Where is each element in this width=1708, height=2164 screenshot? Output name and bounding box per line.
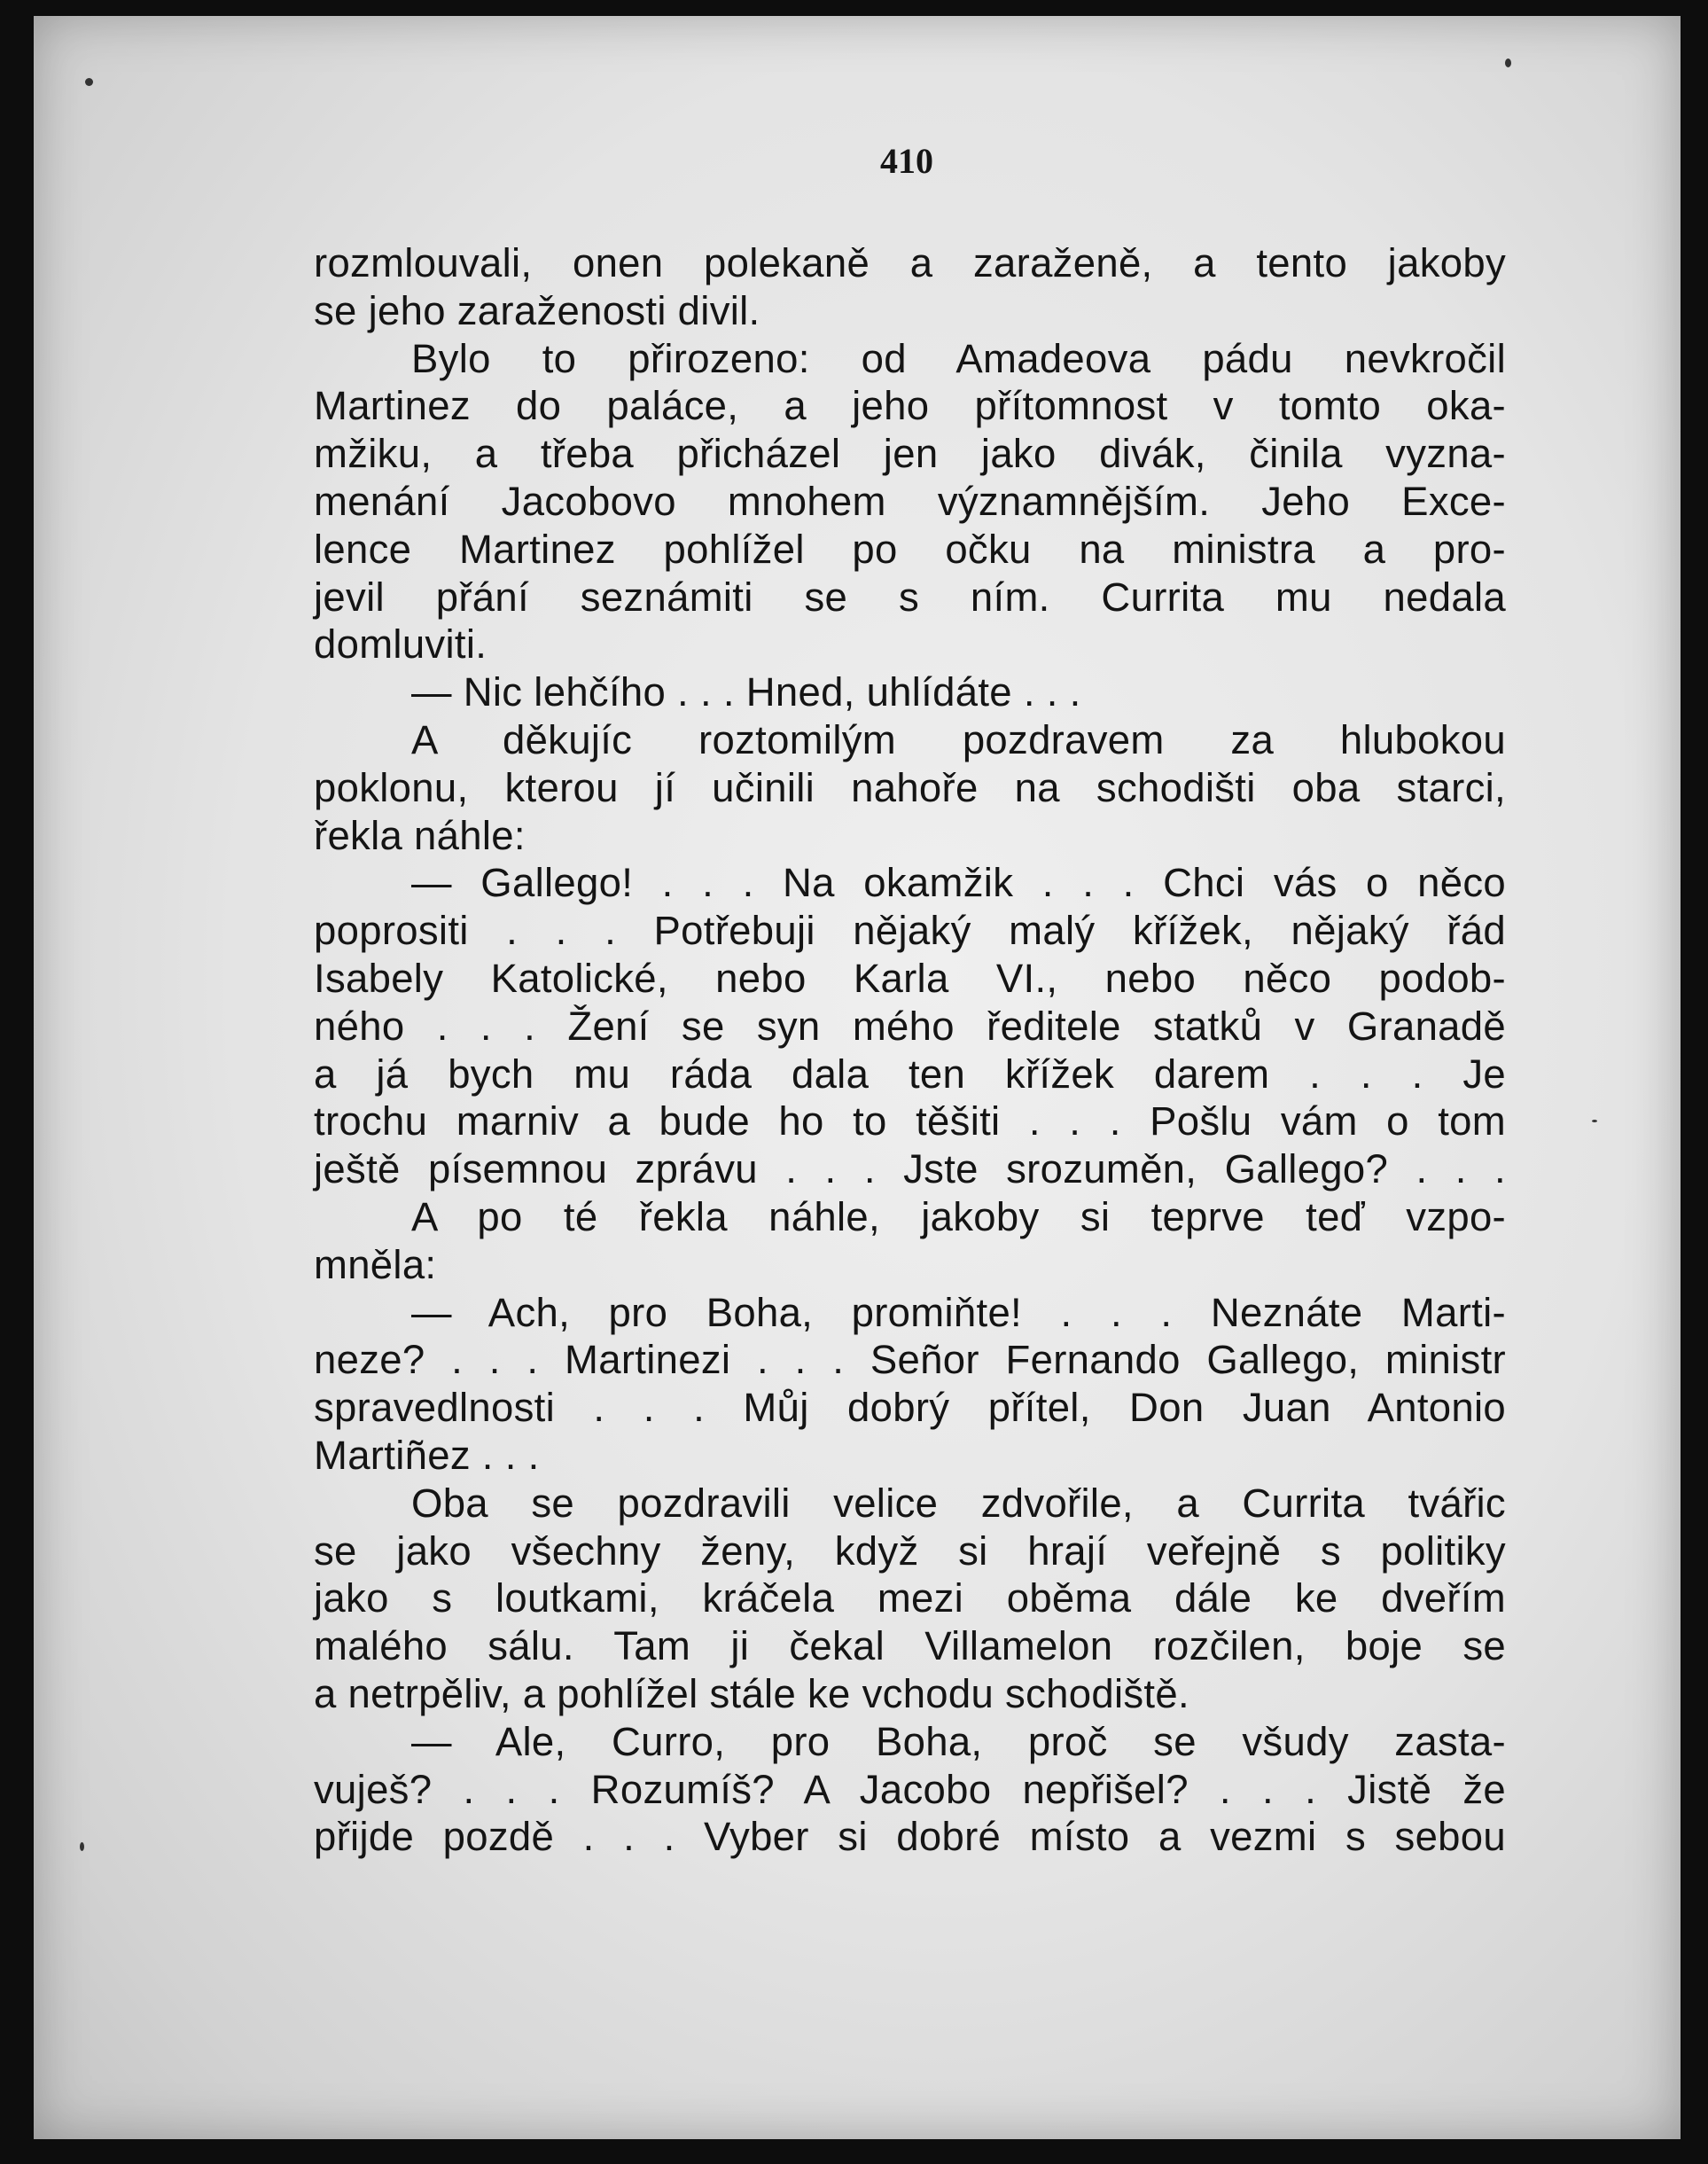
page-number: 410 — [880, 141, 933, 181]
text-line: — Ach, pro Boha, promiňte! . . . Neznáte Marti- — [411, 1289, 1506, 1335]
text-line: Martiñez . . . — [314, 1432, 540, 1478]
text-line: menání Jacobovo mnohem významnějším. Jeho Exce- — [314, 478, 1506, 524]
text-line: jevil přání seznámiti se s ním. Currita mu nedala — [314, 574, 1506, 620]
text-line: řekla náhle: — [314, 812, 526, 858]
text-line: jako s loutkami, kráčela mezi oběma dále ke dveřím — [314, 1575, 1506, 1621]
text-line: se jako všechny ženy, když si hrají veřejně s politiky — [314, 1527, 1506, 1574]
text-line: Bylo to přirozeno: od Amadeova pádu nevkročil — [411, 335, 1506, 381]
text-line: ného . . . Žení se syn mého ředitele statků v Granadě — [314, 1003, 1506, 1049]
text-line: rozmlouvali, onen polekaně a zaraženě, a tento jakoby — [314, 240, 1506, 285]
text-line: Martinez do paláce, a jeho přítomnost v tomto oka- — [314, 383, 1506, 429]
text-line: Oba se pozdravili velice zdvořile, a Currita tvářic — [411, 1480, 1506, 1526]
text-line: A po té řekla náhle, jakoby si teprve teď vzpo- — [411, 1193, 1506, 1239]
ink-speck — [85, 78, 93, 86]
text-line: poklonu, kterou jí učinili nahoře na schodišti oba starci, — [314, 764, 1506, 810]
text-line: domluviti. — [314, 621, 487, 668]
text-line: a já bych mu ráda dala ten křížek darem . . . Je — [314, 1051, 1506, 1097]
text-line: poprositi . . . Potřebuji nějaký malý křížek, nějaký řád — [314, 908, 1506, 954]
text-line: lence Martinez pohlížel po očku na ministra a pro- — [314, 526, 1506, 572]
text-line: přijde pozdě . . . Vyber si dobré místo a vezmi s sebou — [314, 1814, 1506, 1860]
text-line: — Ale, Curro, pro Boha, proč se všudy zasta- — [411, 1718, 1506, 1764]
text-line: se jeho zaraženosti divil. — [314, 287, 760, 333]
ink-speck — [1592, 1120, 1597, 1122]
text-line: trochu marniv a bude ho to těšiti . . . Pošlu vám o tom — [314, 1098, 1506, 1144]
text-line: Isabely Katolické, nebo Karla VI., nebo něco podob- — [314, 955, 1506, 1001]
text-line: mžiku, a třeba přicházel jen jako divák, činila vyzna- — [314, 431, 1506, 477]
ink-speck — [80, 1842, 84, 1851]
ink-speck — [1505, 59, 1511, 67]
text-line: vuješ? . . . Rozumíš? A Jacobo nepřišel? . . . Jistě že — [314, 1766, 1506, 1812]
text-line: — Nic lehčího . . . Hned, uhlídáte . . . — [411, 669, 1081, 715]
text-line: a netrpěliv, a pohlížel stále ke vchodu schodiště. — [314, 1670, 1189, 1716]
text-line: neze? . . . Martinezi . . . Señor Fernando Gallego, ministr — [314, 1337, 1506, 1383]
text-line: ještě písemnou zprávu . . . Jste srozuměn, Gallego? . . . — [314, 1146, 1506, 1192]
text-line: mněla: — [314, 1241, 437, 1287]
text-line: spravedlnosti . . . Můj dobrý přítel, Don Juan Antonio — [314, 1385, 1506, 1431]
text-line: — Gallego! . . . Na okamžik . . . Chci vás o něco — [411, 860, 1506, 906]
text-line: A děkujíc roztomilým pozdravem za hlubokou — [411, 716, 1506, 762]
body-text — [314, 239, 1506, 1861]
text-line: malého sálu. Tam ji čekal Villamelon rozčilen, boje se — [314, 1623, 1506, 1669]
